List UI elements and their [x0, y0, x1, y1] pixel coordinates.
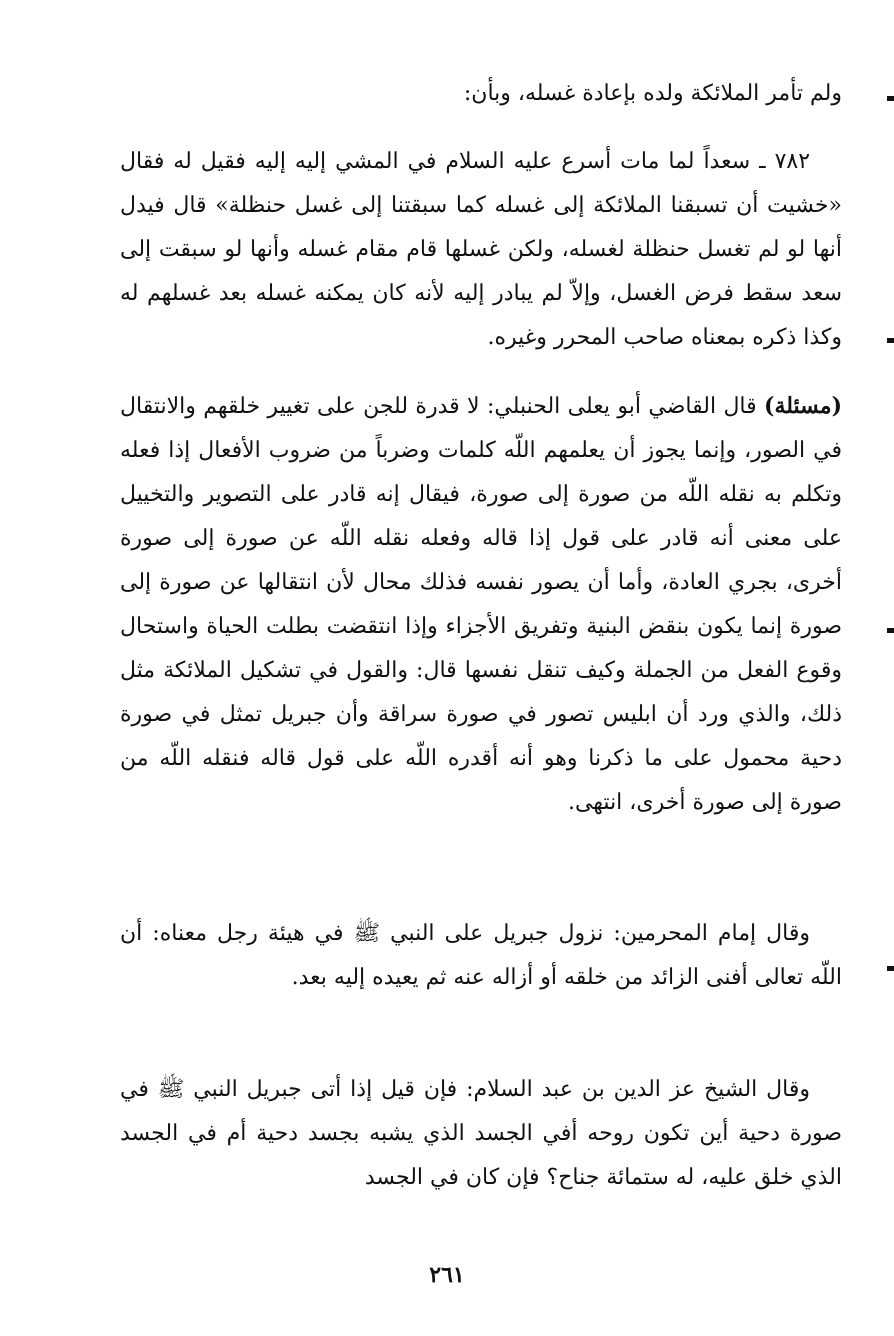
- paragraph-text: ـ سعداً لما مات أسرع عليه السلام في المشي إليه إليه فقيل له فقال «خشيت أن تسبقنا الملائكة إلى غسله كما سبقتنا إلى غسل حنظلة» قال فيدل أنها لو لم تغسل حنظلة لغسله، ولكن غسلها قام مقام غسله وأنها لو سبقت إلى سعد سقط فرض الغسل، وإلاّ لم يبادر إليه لأنه كان يمكنه غسله بعد غسلهم له وكذا ذكره بمعناه صاحب المحرر وغيره.: [120, 149, 842, 350]
- paragraph-text: وقال إمام المحرمين: نزول جبريل على النبي ﷺ في هيئة رجل معناه: أن اللّه تعالى أفنى الزائد من خلقه أو أزاله عنه ثم يعيده إليه بعد.: [120, 921, 842, 990]
- section-heading: (مسئلة): [764, 393, 842, 419]
- paragraph-hadith-782: [120, 140, 842, 360]
- page-edge-mark: [887, 966, 894, 971]
- paragraph-imam-al-haramayn: [120, 912, 842, 1000]
- paragraph-masala: [120, 384, 842, 825]
- page-edge-mark: [887, 338, 894, 343]
- paragraph-text: قال القاضي أبو يعلى الحنبلي: لا قدرة للجن على تغيير خلقهم والانتقال في الصور، وإنما يجوز أن يعلمهم اللّه كلمات وضرباً من ضروب الأفعال إذا فعله وتكلم به نقله اللّه من صورة إلى صورة، فيقال إنه قادر على التصوير والتخييل على معنى أنه قادر على قول إذا قاله وفعله نقله اللّه عن صورة إلى صورة أخرى، بجري العادة، وأما أن يصور نفسه فذلك محال لأن انتقالها عن صورة إلى صورة إنما يكون بنقض البنية وتفريق الأجزاء وإذا انتقضت بطلت الحياة واستحال وقوع الفعل من الجملة وكيف تنقل نفسها قال: والقول في تشكيل الملائكة مثل ذلك، والذي ورد أن ابليس تصور في صورة سراقة وأن جبريل تمثل في صورة دحية محمول على ما ذكرنا وهو أنه أقدره اللّه على قول قاله فنقله اللّه من صورة إلى صورة أخرى، انتهى.: [120, 394, 842, 815]
- entry-number: ٧٨٢: [774, 149, 811, 174]
- paragraph-text: وقال الشيخ عز الدين بن عبد السلام: فإن قيل إذا أتى جبريل النبي ﷺ في صورة دحية أين تكون روحه أفي الجسد الذي يشبه بجسد دحية أم في الجسد الذي خلق عليه، له ستمائة جناح؟ فإن كان في الجسد: [120, 1077, 842, 1190]
- page-edge-mark: [887, 628, 894, 633]
- page-number: ٢٦١: [429, 1262, 465, 1288]
- paragraph-text: ولم تأمر الملائكة ولده بإعادة غسله، وبأن:: [463, 81, 842, 106]
- paragraph-izz-al-din: [120, 1068, 842, 1200]
- page-edge-mark: [887, 96, 894, 101]
- paragraph-continuation: [120, 72, 842, 116]
